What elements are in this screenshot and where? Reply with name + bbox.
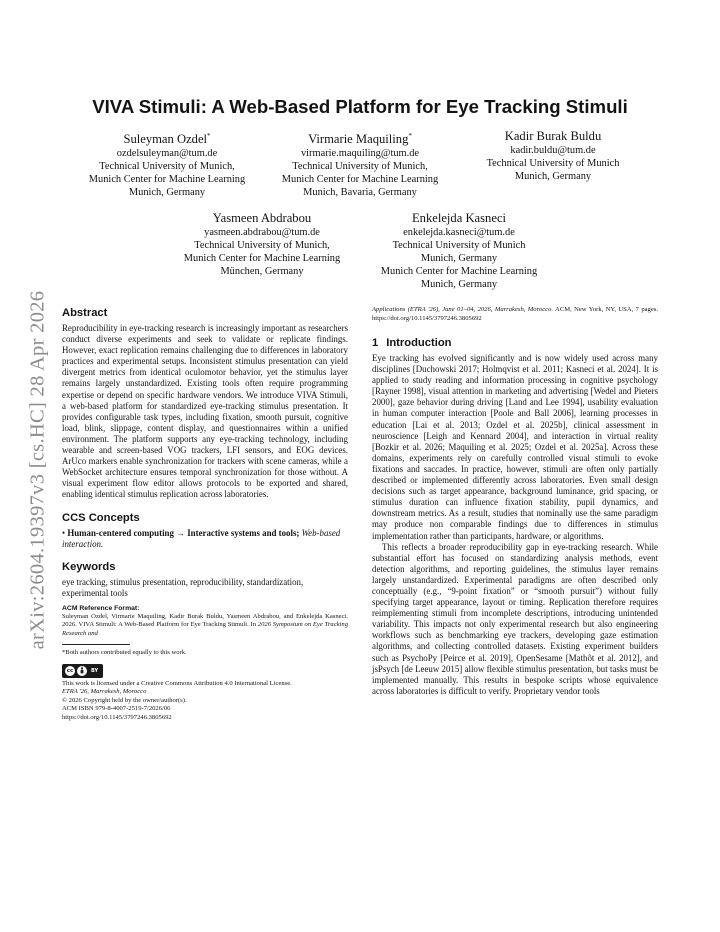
author-affiliation: Munich Center for Machine Learning — [380, 265, 538, 277]
author-block — [168, 211, 356, 279]
left-column — [62, 306, 348, 722]
license-venue: ETRA '26, Marrakesh, Morocco — [62, 688, 147, 696]
author-name: Virmarie Maquiling* — [308, 132, 412, 147]
author-name: Yasmeen Abdrabou — [212, 211, 312, 225]
cc-icon: cc — [66, 667, 74, 674]
isbn-line: ACM ISBN 979-8-4007-2519-7/2026/06 — [62, 705, 171, 713]
person-icon — [77, 666, 87, 676]
author-affiliation: Technical University of Munich, — [292, 161, 428, 173]
keywords-text: eye tracking, stimulus presentation, reproducibility, standardization, experimental tools — [62, 576, 304, 598]
footnote-rule — [62, 644, 130, 645]
author-affiliation: München, Germany — [220, 265, 304, 277]
keywords-heading: Keywords — [62, 560, 116, 573]
author-affiliation: Munich, Germany — [420, 252, 498, 264]
abstract-text: Reproducibility in eye-tracking research is increasingly important as researchers conduct diverse experiments and seek to validate or replicate findings. However, exact replication remains challenging due to differences in laboratory practices and experimental setups. Inconsistent stimulus presentation can yield divergent metrics from identical oculomotor behavior, yet the stimulus layer remains largely unstandardized. Existing tools often require programming expertise or depend on specific hardware vendors. We introduce VIVA Stimuli, a web-based platform for standardized eye-tracking stimulus presentation. It provides configurable task types, including fixation, smooth pursuit, cognitive load, blink, slippage, content display, and questionnaires within a unified environment. The platform supports any eye-tracking technology, including wearable and screen-based VOG trackers, LFI sensors, and EOG devices. ArUco markers enable synchronization for trackers with scene cameras, while a WebSocket architecture ensures temporal synchronization for those without. A visual experiment flow editor allows protocols to be exported and shared, enabling identical stimulus replication across laboratories. — [62, 323, 348, 500]
author-affiliation: Technical University of Munich — [392, 239, 526, 251]
license-line: This work is licensed under a Creative Commons Attribution 4.0 International License. — [62, 679, 292, 687]
author-block — [460, 129, 646, 184]
acm-reference-continued: Applications (ETRA '26), June 01–04, 2026, Marrakesh, Morocco. ACM, New York, NY, USA, 7 pages. https://doi.org/10.1145/3797246.3805692 — [372, 306, 658, 322]
author-block — [72, 129, 262, 200]
introduction-heading: 1 Introduction — [372, 337, 452, 349]
ccs-heading: CCS Concepts — [62, 511, 140, 524]
cc-by-license-badge — [62, 664, 103, 678]
author-name: Enkelejda Kasneci — [411, 211, 507, 225]
footnote: *Both authors contributed equally to this work. — [62, 649, 187, 657]
right-column — [372, 306, 658, 697]
author-email: ozdelsuleyman@tum.de — [116, 148, 218, 160]
author-email: yasmeen.abdrabou@tum.de — [204, 227, 320, 238]
copyright-line: © 2026 Copyright held by the owner/author(s). — [62, 696, 187, 704]
acm-reference-text: Suleyman Ozdel, Virmarie Maquiling, Kadir Burak Buldu, Yasmeen Abdrabou, and Enkelejda Kasneci. 2026. VIVA Stimuli: A Web-Based Platform for Eye Tracking Stimuli. In 2026 Symposium on Eye Tracking Research and — [62, 612, 348, 637]
author-affiliation: Munich, Germany — [420, 278, 498, 290]
arxiv-stamp: arXiv:2604.19397v3 [cs.HC] 28 Apr 2026 — [26, 290, 49, 650]
introduction-paragraph: This reflects a broader reproducibility gap in eye-tracking research. While substantial effort has focused on standardizing analysis methods, event detection algorithms, and reporting guidelines, the stimulus layer remains largely unstandardized. Experimental paradigms are often described only conceptually (e.g., “9-point fixation” or “smooth pursuit”) without fully specifying target appearance, layout or timing. Replication therefore requires reimplementing stimuli from incomplete descriptions, introducing unintended variability. This impacts not only experimental research but also engineering workflows such as benchmarking eye trackers, developing gaze estimation algorithms, and collecting controlled datasets. Existing experiment builders such as PsychoPy [Peirce et al. 2019], OpenSesame [Mathôt et al. 2012], and jsPsych [de Leeuw 2015] allow flexible stimulus presentation, but tasks must be implemented manually. This results in bespoke scripts whose equivalence across laboratories is difficult to verify. Proprietary vendor tools — [372, 541, 658, 696]
ccs-concepts: • Human-centered computing → Interactive systems and tools; Web-based interaction. — [62, 527, 341, 549]
author-affiliation: Munich, Germany — [514, 170, 592, 182]
author-affiliation: Munich Center for Machine Learning — [88, 174, 246, 185]
abstract-heading: Abstract — [62, 307, 108, 319]
author-block — [364, 211, 554, 292]
introduction-paragraph: Eye tracking has evolved significantly and is now widely used across many disciplines [Duchowski 2017; Holmqvist et al. 2011; Kasneci et al. 2024]. It is applied to study reading and information processing in cognitive psychology [Rayner 1998], visual attention in marketing and advertising [Wedel and Pieters 2000], gaze behavior during driving [Land and Lee 1994], usability evaluation in human computer interaction [Poole and Ball 2006], learning processes in education [Lai et al. 2013; Ozdel et al. 2025b], clinical assessment in neuroscience [Leigh and Kennard 2004], and interaction in virtual reality [Bozkir et al. 2026; Maquiling et al. 2025; Ozdel et al. 2025a]. Across these domains, experiments rely on carefully controlled visual stimuli to evoke fixations and saccades. In practice, however, stimuli are often only partially described or implemented differently across laboratories. Even small design decisions such as target appearance, background luminance, grid spacing, or stimulus duration can influence fixation stability, pupil dynamics, and downstream metrics. As a result, studies that nominally use the same paradigm may produce non comparable findings due to differences in stimulus implementation rather than participants, hardware, or algorithms. — [372, 353, 658, 541]
author-email: virmarie.maquiling@tum.de — [300, 148, 420, 160]
author-affiliation: Munich Center for Machine Learning — [281, 174, 439, 185]
author-affiliation: Munich, Germany — [128, 186, 206, 198]
author-name: Kadir Burak Buldu — [504, 129, 602, 143]
doi-link[interactable]: https://doi.org/10.1145/3797246.3805692 — [62, 713, 172, 721]
paper-title: VIVA Stimuli: A Web-Based Platform for Eye Tracking Stimuli — [92, 96, 628, 117]
author-email: kadir.buldu@tum.de — [510, 145, 596, 156]
by-label: BY — [91, 667, 99, 674]
author-affiliation: Technical University of Munich, — [194, 239, 330, 251]
author-email: enkelejda.kasneci@tum.de — [403, 227, 515, 238]
author-block — [264, 129, 456, 200]
author-affiliation: Munich, Bavaria, Germany — [303, 186, 417, 198]
author-affiliation: Munich Center for Machine Learning — [183, 252, 341, 264]
author-affiliation: Technical University of Munich, — [99, 161, 235, 173]
author-affiliation: Technical University of Munich — [486, 157, 620, 169]
acm-reference-heading: ACM Reference Format: — [62, 604, 140, 612]
acm-reference — [62, 605, 348, 639]
author-name: Suleyman Ozdel* — [123, 132, 211, 147]
